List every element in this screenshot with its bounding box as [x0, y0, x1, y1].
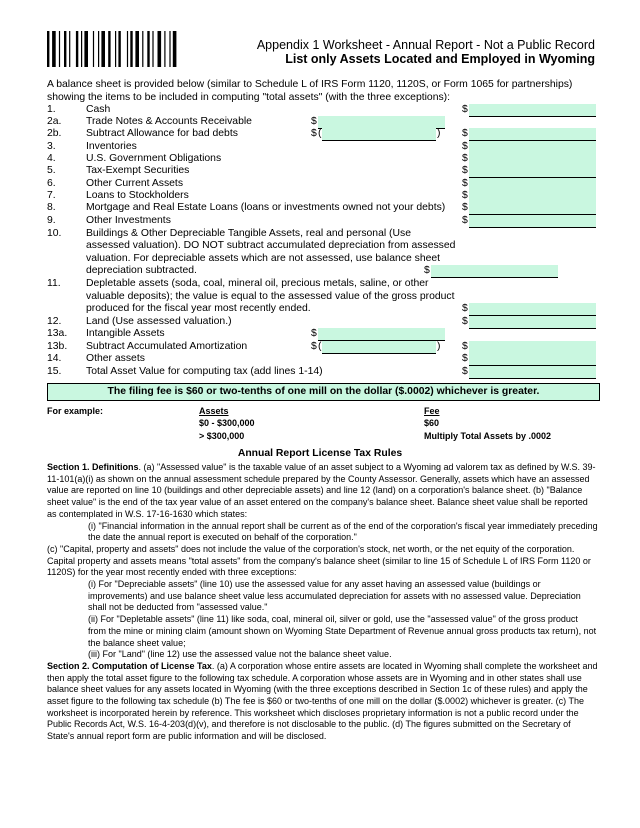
other-investments-field[interactable]: [469, 215, 596, 228]
line-label: valuable deposits); the value is equal to the assessed value of the gross product: [86, 291, 455, 302]
section-1-b-i: (i) "Financial information in the annual report shall be current as of the end of the corporation's fiscal year immediately preceding the date the annual report is executed on behalf of the corporation.": [88, 520, 598, 543]
depreciable-assets-field[interactable]: [431, 265, 558, 278]
line-number: 1.: [47, 104, 56, 115]
cash-field[interactable]: [469, 104, 596, 117]
line-label: U.S. Government Obligations: [86, 153, 222, 164]
line-number: 4.: [47, 153, 56, 164]
line-number: 2a.: [47, 116, 62, 127]
line-label: Trade Notes & Accounts Receivable: [86, 116, 252, 127]
dollar-sign: $: [311, 128, 317, 139]
section-1-c-ii: (ii) For "Depletable assets" (line 11) like soda, coal, mineral oil, silver or gold, use the "assessed value" of the gross product from the mine or mining claim (amount shown on Wyoming State Department of Revenue annual gross products tax return), not the balance sheet value;: [88, 614, 597, 648]
other-current-field[interactable]: [469, 178, 596, 191]
line-14: [0, 353, 640, 366]
line-label: assessed valuation). DO NOT subtract accumulated depreciation from assessed: [86, 240, 456, 251]
line-number: 3.: [47, 141, 56, 152]
line-11: [0, 278, 640, 291]
line-number: 11.: [47, 278, 61, 289]
line-label: Other Current Assets: [86, 178, 184, 189]
example-label: For example:: [47, 406, 104, 416]
line-label: depreciation subtracted.: [86, 265, 197, 276]
line-label: Total Asset Value for computing tax (add lines 1-14): [86, 366, 323, 377]
example-assets-value: $0 - $300,000: [199, 418, 255, 428]
section-1-c-i: (i) For "Depreciable assets" (line 10) use the assessed value for any asset having an assessed value (buildings or improvements) and use balance sheet value less accumulated depreciation for assets with no assessed value. Depreciation shall not be deducted from "assessed value.": [88, 579, 581, 613]
line-label: Buildings & Other Depreciable Tangible Assets, real and personal (Use: [86, 228, 411, 239]
line-number: 9.: [47, 215, 56, 226]
line-label: Intangible Assets: [86, 328, 165, 339]
dollar-sign: $: [462, 341, 468, 352]
section-1-heading: Section 1. Definitions: [47, 462, 139, 472]
line-10-cont: [0, 240, 640, 253]
fee-notice: The filing fee is $60 or two-tenths of one mill on the dollar ($.0002) whichever is greater.: [47, 383, 600, 401]
dollar-sign: $: [462, 141, 468, 152]
line-number: 10.: [47, 228, 62, 239]
mortgage-loans-field[interactable]: [469, 202, 596, 215]
dollar-sign: $: [311, 116, 317, 127]
bad-debts-field[interactable]: [322, 128, 436, 141]
line-number: 5.: [47, 165, 56, 176]
section-1-c: (c) "Capital, property and assets" does not include the value of the corporation's stock, net worth, or the net equity of the corporation. Capital property and assets means "total assets" from the company's balance sheet (similar to line 15 of Schedule L of IRS Form 1120 or 1120S) for the year most recently ended with three exceptions:: [47, 543, 591, 578]
tax-exempt-field[interactable]: [469, 165, 596, 178]
dollar-sign: $: [462, 303, 468, 314]
barcode: [47, 31, 213, 67]
line-label: valuation. For depreciable assets which are not assessed, use balance sheet: [86, 253, 441, 264]
line-label: Subtract Accumulated Amortization: [86, 341, 248, 352]
section-2: [47, 661, 598, 743]
line-number: 13a.: [47, 328, 68, 339]
section-1-c-iii: (iii) For "Land" (line 12) use the assessed value not the balance sheet value.: [88, 649, 392, 660]
line-5: [0, 165, 640, 178]
open-paren: (: [318, 128, 322, 139]
dollar-sign: $: [462, 190, 468, 201]
section-1-text: . (a) "Assessed value" is the taxable value of an asset subject to a Wyoming ad valorem tax as defined by W.S. 39-11-101(a)(i) as shown on the annual assessment schedule prepared by the County Assessor. Generally, assets which have an assessed value are reported on line 10 (buildings and other depreciable assets) and line 12 (land) on a corporation's balance sheet. (b) "Balance sheet value" is the end of the tax year value of an asset entered on the company's balance sheet. Balance sheet value shall be reported as contemplated in W.S. 17-16-1630 which states:: [47, 462, 596, 519]
line-label: Tax-Exempt Securities: [86, 165, 190, 176]
section-2-heading: Section 2. Computation of License Tax: [47, 660, 212, 671]
dollar-sign: $: [462, 104, 468, 115]
line-label: Other assets: [86, 353, 145, 364]
example-assets-value: > $300,000: [199, 431, 245, 441]
dollar-sign: $: [462, 165, 468, 176]
line-11-cont: [0, 303, 640, 316]
dollar-sign: $: [462, 202, 468, 213]
line-13a: [0, 328, 640, 341]
total-assets-field[interactable]: [469, 366, 596, 379]
example-fee-header: Fee: [424, 406, 440, 416]
line-label: Mortgage and Real Estate Loans (loans or investments owned not your debts): [86, 202, 446, 213]
dollar-sign: $: [462, 353, 468, 364]
section-2-text: . (a) A corporation whose entire assets are located in Wyoming shall complete the worksheet and then apply the total asset figure to the following tax schedule. A corporation whose assets are in Wyoming and in other states shall use balance sheet values for any assets located in Wyoming (with the three exceptions described in Section 1c of these rules) and apply the asset figure to the following tax schedule (b) The fee is $60 or two-tenths of one mill on the dollar ($.0002) whichever is greater. (c) The worksheet is incorporated herein by reference. This worksheet which discloses proprietary information is not a public record under the Public Records Act, W.S. 16-4-203(d)(v), and therefore is not disclosable to the public. (d) The figures submitted on the Secretary of State's annual report form are public information and will be disclosed.: [47, 660, 598, 742]
dollar-sign: $: [462, 178, 468, 189]
net-intangibles-field[interactable]: [469, 341, 596, 354]
example-fee-value: Multiply Total Assets by .0002: [424, 431, 552, 441]
section-1: [47, 462, 598, 521]
inventories-field[interactable]: [469, 141, 596, 154]
line-8: [0, 202, 640, 215]
worksheet-title: Appendix 1 Worksheet - Annual Report - Not a Public Record: [256, 38, 595, 52]
dollar-sign: $: [311, 341, 317, 352]
line-label: produced for the fiscal year most recently ended.: [86, 303, 311, 314]
intangible-assets-field[interactable]: [318, 328, 445, 341]
dollar-sign: $: [424, 265, 430, 276]
net-receivables-field[interactable]: [469, 128, 596, 141]
gov-obligations-field[interactable]: [469, 153, 596, 166]
worksheet-subtitle: List only Assets Located and Employed in Wyoming: [285, 52, 595, 66]
line-number: 14.: [47, 353, 62, 364]
line-label: Other Investments: [86, 215, 171, 226]
stockholder-loans-field[interactable]: [469, 190, 596, 203]
line-label: Loans to Stockholders: [86, 190, 189, 201]
line-number: 7.: [47, 190, 56, 201]
line-label: Inventories: [86, 141, 137, 152]
dollar-sign: $: [311, 328, 317, 339]
line-number: 13b.: [47, 341, 68, 352]
dollar-sign: $: [462, 366, 468, 377]
dollar-sign: $: [462, 316, 468, 327]
close-paren: ): [437, 341, 441, 352]
line-number: 15.: [47, 366, 62, 377]
line-2b: [0, 128, 640, 141]
rules-body: [47, 462, 598, 743]
line-number: 2b.: [47, 128, 62, 139]
line-label: Depletable assets (soda, coal, mineral oil, precious metals, saline, or other: [86, 278, 429, 289]
dollar-sign: $: [462, 215, 468, 226]
line-label: Cash: [86, 104, 111, 115]
line-number: 12.: [47, 316, 62, 327]
amortization-field[interactable]: [322, 341, 436, 354]
example-assets-header: Assets: [199, 406, 229, 416]
line-15: [0, 366, 640, 379]
line-number: 6.: [47, 178, 56, 189]
open-paren: (: [318, 341, 322, 352]
dollar-sign: $: [462, 153, 468, 164]
other-assets-field[interactable]: [469, 353, 596, 366]
example-fee-value: $60: [424, 418, 440, 428]
land-field[interactable]: [469, 316, 596, 329]
line-10-cont: [0, 265, 640, 278]
intro-text: A balance sheet is provided below (similar to Schedule L of IRS Form 1120, 1120S, or Form 1065 for partnerships) showing the items to be included in computing "total assets" (with the three exceptions):: [47, 79, 573, 103]
line-9: [0, 215, 640, 228]
dollar-sign: $: [462, 128, 468, 139]
depletable-assets-field[interactable]: [469, 303, 596, 316]
line-label: Land (Use assessed valuation.): [86, 316, 232, 327]
receivables-field[interactable]: [318, 116, 445, 129]
close-paren: ): [437, 128, 441, 139]
line-number: 8.: [47, 202, 56, 213]
rules-title: Annual Report License Tax Rules: [237, 448, 403, 459]
line-label: Subtract Allowance for bad debts: [86, 128, 238, 139]
